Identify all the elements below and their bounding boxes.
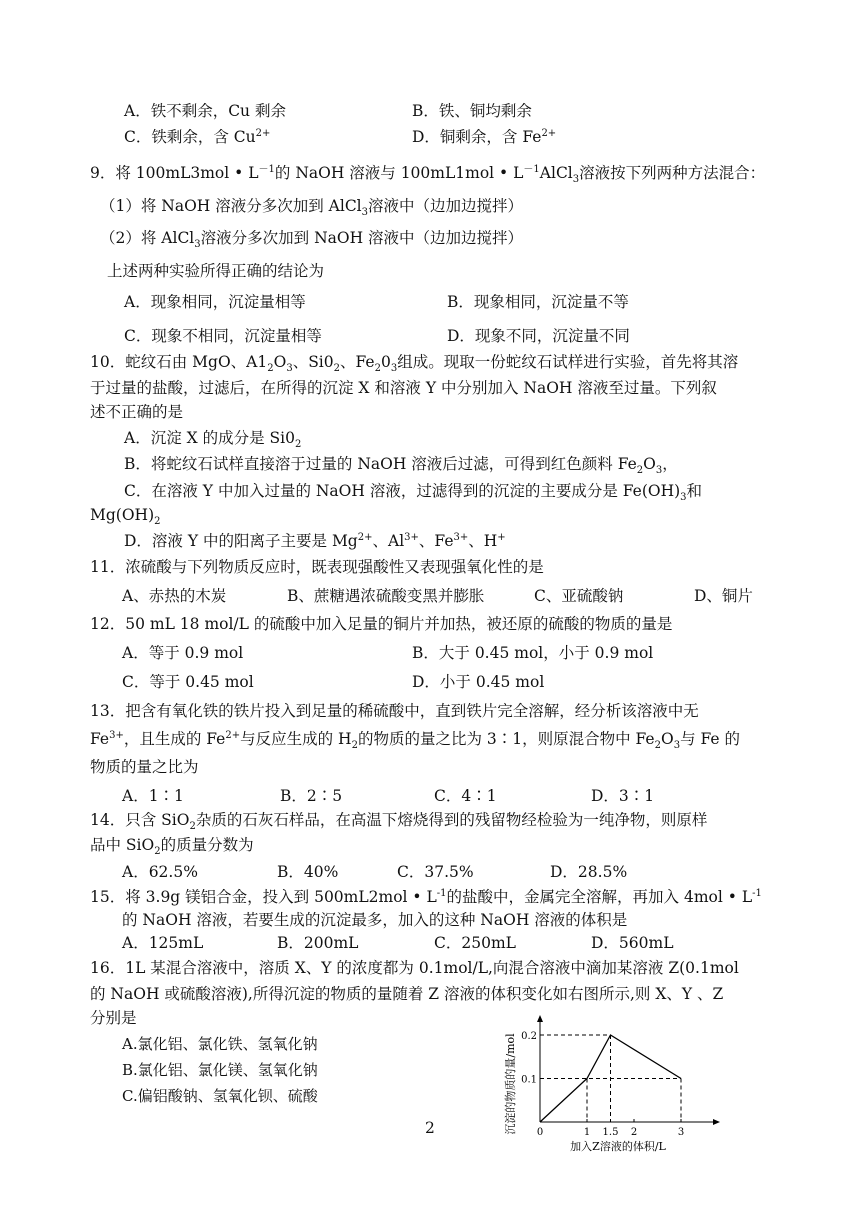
q11-stem: 11．浓硫酸与下列物质反应时，既表现强酸性又表现强氧化性的是 [90, 558, 544, 576]
x-tick-label: 3 [677, 1127, 685, 1138]
q8-option-d: D．铜剩余，含 $Fe^{2+}$ [412, 127, 557, 146]
q9-stem: 9．将 100mL3mol • $L^{-1}$的 NaOH 溶液与 100mL1mol • $L^{-1}AlCl_3$溶液按下列两种方法混合： [90, 163, 766, 186]
q15-option-a: A．125mL [122, 934, 204, 952]
q9-option-c: C．现象不相同，沉淀量相等 [124, 327, 322, 345]
precipitate-chart [498, 1012, 728, 1154]
q10-option-c: C．在溶液 Y 中加入过量的 NaOH 溶液，过滤得到的沉淀的主要成分是 $Fe(OH)_3$和 [124, 482, 703, 504]
q15-option-c: C．250mL [434, 934, 516, 952]
x-tick-label: 0 [536, 1127, 544, 1138]
x-tick-label: 1.5 [602, 1127, 619, 1138]
x-axis-label: 加入Z溶液的体积/L [570, 1140, 666, 1153]
q13-stem-2: $Fe^{3+}$，且生成的 $Fe^{2+}$与反应生成的 $H_2$的物质的量之比为 3∶1，则原混合物中 $Fe_2O_3$与 Fe 的 [90, 729, 741, 752]
q8-option-a: A．铁不剩余，Cu 剩余 [124, 102, 286, 120]
q12-option-a: A．等于 0.9 mol [122, 644, 244, 662]
q13-option-b: B．2∶5 [280, 787, 343, 805]
q10-stem-1: 10．蛇纹石由 MgO、$A1_2O_3$、$Si0_2$、$Fe_20_3$组成。现取一份蛇纹石试样进行实验，首先将其溶 [90, 353, 739, 375]
q13-option-d: D．3∶1 [591, 787, 655, 805]
y-axis-label: 沉淀的物质的量/mol [504, 1033, 517, 1135]
q8-option-b: B．铁、铜均剩余 [412, 102, 532, 120]
x-axis-arrow [713, 1119, 720, 1125]
q16-option-a: A.氯化铝、氯化铁、氢氧化钠 [122, 1035, 318, 1053]
page-number: 2 [425, 1119, 435, 1137]
q16-stem-3: 分别是 [90, 1009, 137, 1027]
q16-option-c: C.偏铝酸钠、氢氧化钡、硫酸 [122, 1087, 318, 1105]
y-axis-arrow [537, 1015, 543, 1022]
q14-option-d: D．28.5% [550, 863, 628, 881]
q9-method-2: （2）将 AlCl$_3$溶液分多次加到 NaOH 溶液中（边加边搅拌） [100, 229, 524, 251]
q13-stem-1: 13．把含有氧化铁的铁片投入到足量的稀硫酸中，直到铁片完全溶解，经分析该溶液中无 [90, 702, 699, 720]
q10-stem-2: 于过量的盐酸，过滤后，在所得的沉淀 X 和溶液 Y 中分别加入 NaOH 溶液至过量。下列叙 [90, 379, 717, 397]
q11-option-d: D、铜片 [694, 587, 753, 605]
q9-option-a: A．现象相同，沉淀量相等 [124, 293, 306, 311]
q16-stem-2: 的 NaOH 或硫酸溶液),所得沉淀的物质的量随着 Z 溶液的体积变化如右图所示,则 X、Y 、Z [90, 985, 724, 1003]
q10-option-a: A．沉淀 X 的成分是 $Si0_2$ [124, 429, 302, 451]
x-tick-label: 1 [583, 1127, 591, 1138]
q9-option-b: B．现象相同，沉淀量不等 [447, 293, 629, 311]
q14-option-c: C．37.5% [397, 863, 474, 881]
q15-option-d: D．560mL [591, 934, 674, 952]
q14-stem-2: 品中 SiO$_2$的质量分数为 [90, 836, 254, 858]
q12-option-c: C．等于 0.45 mol [122, 673, 254, 691]
q11-option-c: C、亚硫酸钠 [534, 587, 624, 605]
q9-option-d: D．现象不同，沉淀量不同 [447, 327, 630, 345]
x-tick-label: 2 [630, 1127, 638, 1138]
q15-option-b: B．200mL [277, 934, 359, 952]
y-tick-label: 0.1 [521, 1074, 537, 1086]
q9-lead: 上述两种实验所得正确的结论为 [107, 262, 325, 280]
y-tick-label: 0.2 [521, 1031, 537, 1042]
q15-stem-2: 的 NaOH 溶液，若要生成的沉淀最多，加入的这种 NaOH 溶液的体积是 [122, 911, 628, 929]
q13-option-c: C．4∶1 [434, 787, 497, 805]
q10-stem-3: 述不正确的是 [90, 403, 184, 421]
q12-stem: 12．50 mL 18 mol/L 的硫酸中加入足量的铜片并加热，被还原的硫酸的物质的量是 [90, 615, 673, 633]
q12-option-d: D．小于 0.45 mol [412, 673, 545, 691]
q16-option-b: B.氯化铝、氯化镁、氢氧化钠 [122, 1061, 318, 1079]
q8-option-c: C．铁剩余，含 $Cu^{2+}$ [124, 127, 271, 146]
q12-option-b: B．大于 0.45 mol，小于 0.9 mol [412, 644, 654, 662]
q14-option-b: B．40% [277, 863, 339, 881]
q10-option-d: D．溶液 Y 中的阳离子主要是 $Mg^{2+}$、$Al^{3+}$、$Fe^{3+}$、H+ [124, 531, 506, 550]
q10-option-c-cont: $Mg(OH)_2$ [90, 506, 161, 528]
q13-stem-3: 物质的量之比为 [90, 758, 199, 776]
q11-option-b: B、蔗糖遇浓硫酸变黑并膨胀 [287, 587, 485, 605]
q14-option-a: A．62.5% [122, 863, 198, 881]
q10-option-b: B．将蛇纹石试样直接溶于过量的 NaOH 溶液后过滤，可得到红色颜料 $Fe_2O_3$， [124, 455, 678, 477]
q16-stem-1: 16．1L 某混合溶液中，溶质 X、Y 的浓度都为 0.1mol/L,向混合溶液中滴加某溶液 Z(0.1mol [90, 959, 739, 977]
q11-option-a: A、赤热的木炭 [122, 587, 227, 605]
q14-stem-1: 14．只含 SiO$_2$杂质的石灰石样品，在高温下熔烧得到的残留物经检验为一纯净物，则原样 [90, 811, 708, 833]
q15-stem-1: 15．将 3.9g 镁铝合金，投入到 500mL2mol • $L^{-1}$的盐酸中，金属完全溶解，再加入 4mol • $L^{-1}$ [90, 887, 762, 906]
q9-method-1: （1）将 NaOH 溶液分多次加到 AlCl$_3$溶液中（边加边搅拌） [100, 197, 524, 219]
q13-option-a: A．1∶1 [122, 787, 184, 805]
